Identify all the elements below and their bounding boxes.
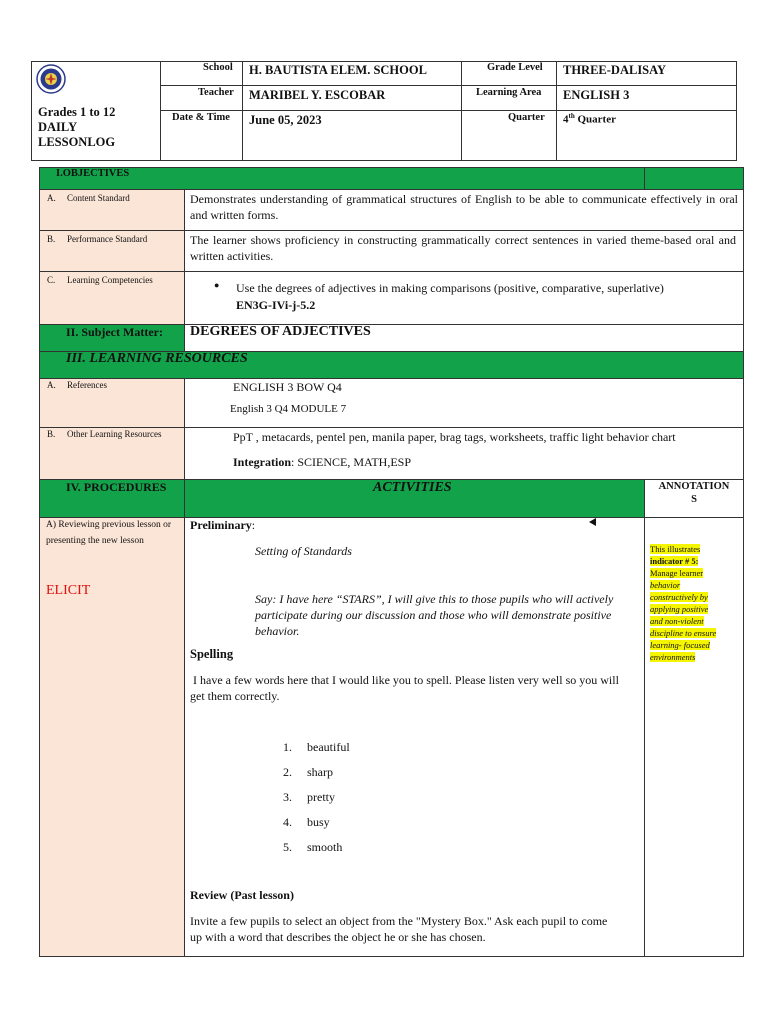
date-time-value: June 05, 2023	[249, 113, 322, 127]
list-number: 5.	[283, 840, 292, 854]
annotation-line	[650, 627, 742, 639]
say-text: Say: I have here “STARS”, I will give this to those pupils who will actively participate during our discussion and those who will demonstrate positive behavior.	[255, 592, 614, 638]
grade-level-label: Grade Level	[487, 62, 543, 73]
list-item	[283, 789, 483, 814]
annotation-line	[650, 555, 742, 567]
list-item	[283, 764, 483, 789]
spelling-list	[283, 739, 483, 864]
quarter-label: Quarter	[508, 112, 545, 123]
annotations-heading-line: ANNOTATION	[658, 481, 730, 492]
title-line: LESSONLOG	[38, 135, 116, 149]
annotation-line	[650, 579, 742, 591]
annotation-text: learning- focused	[650, 640, 710, 650]
integration-value: : SCIENCE, MATH,ESP	[291, 455, 412, 469]
list-item	[283, 839, 483, 864]
content-standard-label: Content Standard	[67, 193, 130, 203]
spelling-word: busy	[307, 815, 330, 829]
list-number: 2.	[283, 765, 292, 779]
objectives-heading: I.OBJECTIVES	[56, 168, 130, 179]
date-time-label: Date & Time	[172, 112, 230, 123]
grade-level-value: THREE-DALISAY	[563, 63, 667, 77]
annotations-heading-line: S	[691, 494, 697, 505]
school-label: School	[203, 62, 233, 73]
integration-label: Integration	[233, 455, 291, 469]
spelling-word: beautiful	[307, 740, 350, 754]
annotation-line	[650, 543, 742, 555]
spelling-word: smooth	[307, 840, 343, 854]
objectives-heading-row	[39, 167, 744, 190]
objectives-heading-divider	[644, 167, 645, 190]
other-resources-letter: B.	[47, 429, 56, 439]
annotation-line	[650, 603, 742, 615]
elicit-label: ELICIT	[46, 583, 91, 598]
performance-standard-label: Performance Standard	[67, 234, 148, 244]
list-number: 4.	[283, 815, 292, 829]
procedures-heading: IV. PROCEDURES	[66, 480, 167, 494]
annotation-text: and non-violent	[650, 616, 704, 626]
quarter-number: 4	[563, 113, 569, 126]
content-standard-letter: A.	[47, 193, 56, 203]
teacher-value: MARIBEL Y. ESCOBAR	[249, 88, 386, 102]
annotation-note	[650, 543, 742, 663]
spelling-intro: I have a few words here that I would like you to spell. Please listen very well so you will get them correctly.	[190, 673, 619, 703]
list-number: 3.	[283, 790, 292, 804]
title-line: Grades 1 to 12	[38, 105, 116, 119]
bullet-icon: ●	[214, 280, 220, 290]
competency-code: EN3G-IVi-j-5.2	[236, 298, 316, 312]
resources-heading: III. LEARNING RESOURCES	[66, 351, 248, 366]
header-divider	[242, 61, 243, 161]
annotation-text: This illustrates	[650, 544, 701, 554]
competencies-label: Learning Competencies	[67, 275, 153, 285]
school-value: H. BAUTISTA ELEM. SCHOOL	[249, 63, 427, 77]
list-item	[283, 739, 483, 764]
spelling-heading: Spelling	[190, 647, 234, 661]
learning-area-label: Learning Area	[476, 87, 542, 98]
title-line: DAILY	[38, 120, 78, 134]
annotation-text: indicator # 5:	[650, 556, 699, 566]
annotation-text: constructively by	[650, 592, 708, 602]
header-divider	[161, 85, 737, 86]
header-divider	[556, 61, 557, 161]
teacher-label: Teacher	[198, 87, 234, 98]
competency-text: Use the degrees of adjectives in making comparisons (positive, comparative, superlative)	[236, 281, 664, 295]
annotation-text: behavior	[650, 580, 681, 590]
deped-seal-logo	[36, 64, 66, 94]
content-standard-text: Demonstrates understanding of grammatical structures of English to be able to communicate effectively in oral and written forms.	[190, 192, 738, 222]
integration-line	[233, 454, 411, 470]
other-resources-label: Other Learning Resources	[67, 429, 162, 439]
competencies-letter: C.	[47, 275, 56, 285]
quarter-word: Quarter	[574, 113, 616, 126]
quarter-suffix: th	[568, 112, 575, 120]
references-label: References	[67, 380, 107, 390]
annotation-text: Manage learner	[650, 568, 704, 578]
learning-area-value: ENGLISH 3	[563, 88, 630, 102]
annotation-text: discipline to ensure	[650, 628, 717, 638]
annotation-line	[650, 651, 742, 663]
performance-standard-text: The learner shows proficiency in constructing grammatically correct sentences in varied theme-based oral and written activities.	[190, 233, 736, 263]
review-text: Invite a few pupils to select an object from the "Mystery Box." Ask each pupil to come up with a word that describes the object he or she has chosen.	[190, 914, 608, 944]
procedure-step-label: A) Reviewing previous lesson or presenting the new lesson	[46, 520, 172, 546]
subject-matter-label: II. Subject Matter:	[66, 325, 163, 339]
annotation-text: environments	[650, 652, 696, 662]
header-divider	[461, 61, 462, 161]
other-resources-text: PpT , metacards, pentel pen, manila paper, brag tags, worksheets, traffic light behavior chart	[233, 430, 676, 444]
setting-standards: Setting of Standards	[255, 544, 352, 558]
preliminary-colon: :	[251, 518, 256, 532]
annotation-line	[650, 615, 742, 627]
quarter-value	[563, 112, 616, 126]
cursor-arrow-icon	[589, 518, 596, 526]
header-divider	[161, 110, 737, 111]
preliminary-line	[190, 517, 255, 533]
review-heading: Review (Past lesson)	[190, 888, 294, 902]
annotation-line	[650, 639, 742, 651]
performance-standard-letter: B.	[47, 234, 56, 244]
references-label-cell	[39, 378, 185, 428]
reference-line: ENGLISH 3 BOW Q4	[233, 380, 342, 394]
spelling-word: sharp	[307, 765, 333, 779]
annotations-heading	[646, 480, 742, 506]
preliminary-label: Preliminary	[190, 518, 252, 532]
list-item	[283, 814, 483, 839]
annotation-line	[650, 591, 742, 603]
references-letter: A.	[47, 380, 56, 390]
annotation-text: applying positive	[650, 604, 709, 614]
lesson-log-title	[38, 105, 158, 150]
activities-heading: ACTIVITIES	[373, 480, 452, 495]
subject-matter-value: DEGREES OF ADJECTIVES	[190, 324, 371, 339]
list-number: 1.	[283, 740, 292, 754]
spelling-word: pretty	[307, 790, 335, 804]
reference-line: English 3 Q4 MODULE 7	[230, 403, 347, 415]
annotation-line	[650, 567, 742, 579]
